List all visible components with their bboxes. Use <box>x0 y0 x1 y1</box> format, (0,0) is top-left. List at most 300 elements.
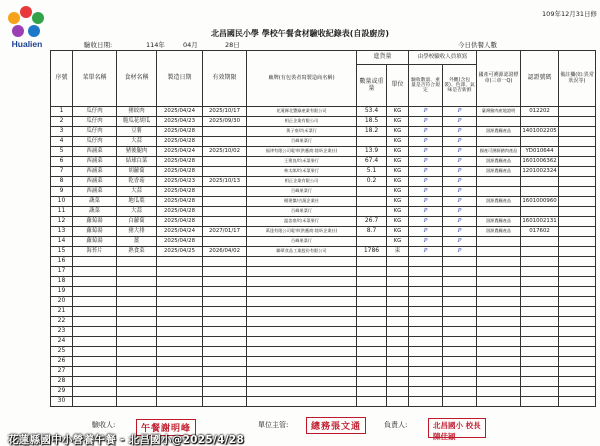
cell-cert <box>477 237 521 247</box>
cell-mfg: 2025/04/24 <box>157 227 203 237</box>
cell-no: 20 <box>51 297 73 307</box>
cell-empty <box>357 387 387 397</box>
cell-empty <box>357 377 387 387</box>
cell-empty <box>443 297 477 307</box>
cell-empty <box>157 327 203 337</box>
cell-empty <box>117 267 157 277</box>
cell-empty <box>387 297 409 307</box>
cell-dish: 西滷菜 <box>73 157 117 167</box>
cell-empty <box>157 267 203 277</box>
cell-empty <box>521 377 559 387</box>
col-ingredient: 食材名稱 <box>117 51 157 107</box>
cell-note <box>559 157 596 167</box>
cell-empty <box>157 397 203 407</box>
cell-empty <box>247 307 357 317</box>
cell-empty <box>157 257 203 267</box>
cell-no: 17 <box>51 267 73 277</box>
cell-empty <box>387 337 409 347</box>
cell-dish: 西滷菜 <box>73 187 117 197</box>
cell-empty <box>247 297 357 307</box>
cell-c2: P <box>443 147 477 157</box>
cell-qty: 53.4 <box>357 107 387 117</box>
cell-empty <box>477 277 521 287</box>
cell-c2: P <box>443 207 477 217</box>
cell-no: 3 <box>51 127 73 137</box>
table-row <box>51 117 596 127</box>
cell-ing: 結球白菜 <box>117 157 157 167</box>
cell-empty <box>387 367 409 377</box>
cell-empty <box>409 317 443 327</box>
cell-empty <box>521 397 559 407</box>
cell-cert: 洄源農糧產品 <box>477 157 521 167</box>
cell-note <box>559 127 596 137</box>
cell-empty <box>117 397 157 407</box>
cell-cert-no <box>521 187 559 197</box>
cell-empty <box>409 377 443 387</box>
cell-note <box>559 237 596 247</box>
cell-unit: KG <box>387 227 409 237</box>
cell-cert <box>477 247 521 257</box>
cell-empty <box>357 317 387 327</box>
cell-empty <box>203 397 247 407</box>
table-row-empty <box>51 267 596 277</box>
cell-empty <box>117 387 157 397</box>
cell-empty <box>477 307 521 317</box>
cell-dish: 瓜仔肉 <box>73 107 117 117</box>
cell-empty <box>521 297 559 307</box>
cell-mfg: 2025/04/28 <box>157 187 203 197</box>
cell-qty: 8.7 <box>357 227 387 237</box>
cell-no: 21 <box>51 307 73 317</box>
cell-empty <box>203 297 247 307</box>
hualien-logo-icon <box>4 4 48 44</box>
table-row-empty <box>51 257 596 267</box>
cell-empty <box>357 277 387 287</box>
cell-unit: 束 <box>387 247 409 257</box>
cell-dish: 海苔片 <box>73 247 117 257</box>
cell-exp <box>203 217 247 227</box>
cell-c1: P <box>409 167 443 177</box>
cell-empty <box>203 337 247 347</box>
cell-empty <box>559 297 596 307</box>
col-seq: 序號 <box>51 51 73 107</box>
table-row <box>51 147 596 157</box>
cell-note <box>559 137 596 147</box>
cell-empty <box>203 357 247 367</box>
cell-exp <box>203 237 247 247</box>
cell-mfg: 2025/04/28 <box>157 157 203 167</box>
cell-empty <box>477 267 521 277</box>
cell-empty <box>203 257 247 267</box>
cell-qty <box>357 207 387 217</box>
table-row <box>51 157 596 167</box>
cell-empty <box>443 267 477 277</box>
cell-empty <box>117 287 157 297</box>
cell-empty <box>247 277 357 287</box>
cell-unit: KG <box>387 217 409 227</box>
table-row-empty <box>51 387 596 397</box>
cell-empty <box>559 287 596 297</box>
cell-no: 7 <box>51 167 73 177</box>
cell-empty <box>357 297 387 307</box>
cell-c1: P <box>409 247 443 257</box>
cell-empty <box>387 307 409 317</box>
cell-empty <box>73 277 117 287</box>
cell-empty <box>357 397 387 407</box>
cell-empty <box>117 377 157 387</box>
cell-empty <box>117 357 157 367</box>
cell-empty <box>521 267 559 277</box>
table-row <box>51 207 596 217</box>
cell-ing: 乾香菇 <box>117 177 157 187</box>
cell-unit: KG <box>387 137 409 147</box>
cell-empty <box>443 307 477 317</box>
cell-no: 9 <box>51 187 73 197</box>
cell-empty <box>73 367 117 377</box>
cell-empty <box>477 327 521 337</box>
col-school-group: 由學校驗收人員填寫 <box>409 51 477 65</box>
cell-no: 6 <box>51 157 73 167</box>
cell-cert: 洄源農糧產品 <box>477 197 521 207</box>
cell-vendor: 百峰果菜行 <box>247 237 357 247</box>
cell-no: 25 <box>51 347 73 357</box>
cell-exp <box>203 187 247 197</box>
cell-empty <box>157 367 203 377</box>
cell-empty <box>443 317 477 327</box>
col-cert: 國產可溯源認證標章(三章一Q) <box>477 51 521 107</box>
cell-empty <box>117 317 157 327</box>
table-row <box>51 197 596 207</box>
person-in-charge-label: 負責人: <box>384 421 408 429</box>
cell-empty <box>117 327 157 337</box>
cell-qty: 1786 <box>357 247 387 257</box>
cell-empty <box>203 317 247 327</box>
cell-empty <box>157 317 203 327</box>
cell-note <box>559 217 596 227</box>
cell-exp <box>203 207 247 217</box>
cell-cert-no: 1601002131 <box>521 217 559 227</box>
cell-cert <box>477 187 521 197</box>
cell-empty <box>157 387 203 397</box>
table-row <box>51 177 596 187</box>
cell-empty <box>73 257 117 267</box>
cell-no: 24 <box>51 337 73 347</box>
cell-vendor: 林太郎/均禾菜果行 <box>247 167 357 177</box>
cell-qty: 13.9 <box>357 147 387 157</box>
cell-empty <box>203 387 247 397</box>
inspection-table <box>50 50 596 407</box>
cell-ing: 大蒜 <box>117 207 157 217</box>
cell-c1: P <box>409 237 443 247</box>
inspector-label: 驗收人: <box>92 421 116 429</box>
cell-empty <box>73 327 117 337</box>
cell-ing: 脆瓜花胡瓜 <box>117 117 157 127</box>
cell-ing: 豬絞肉 <box>117 107 157 117</box>
cell-empty <box>73 337 117 347</box>
cell-no: 15 <box>51 247 73 257</box>
cell-no: 27 <box>51 367 73 377</box>
cell-vendor: 楊建傑/吉蔬企業社 <box>247 197 357 207</box>
cell-c2: P <box>443 227 477 237</box>
cell-empty <box>443 327 477 337</box>
cell-c1: P <box>409 107 443 117</box>
cell-empty <box>559 337 596 347</box>
col-unit: 單位 <box>387 65 409 107</box>
cell-empty <box>521 337 559 347</box>
cell-cert-no: 1201002324 <box>521 167 559 177</box>
cell-empty <box>409 277 443 287</box>
cell-cert <box>477 207 521 217</box>
inspection-date-label: 驗收日期: <box>84 41 113 49</box>
table-row-empty <box>51 277 596 287</box>
logo-text: Hualien <box>11 39 43 49</box>
cell-empty <box>443 337 477 347</box>
cell-exp: 2025/10/02 <box>203 147 247 157</box>
cell-c2: P <box>443 197 477 207</box>
cell-dish: 西滷菜 <box>73 177 117 187</box>
cell-dish: 蘿蔔湯 <box>73 237 117 247</box>
cell-qty: 18.5 <box>357 117 387 127</box>
cell-ing: 胡蘿蔔 <box>117 167 157 177</box>
cell-empty <box>117 257 157 267</box>
cell-c1: P <box>409 157 443 167</box>
cell-empty <box>443 357 477 367</box>
cell-vendor: 百峰果菜行 <box>247 137 357 147</box>
table-row-empty <box>51 317 596 327</box>
cell-empty <box>387 317 409 327</box>
cell-c1: P <box>409 187 443 197</box>
cell-empty <box>559 397 596 407</box>
cell-no: 16 <box>51 257 73 267</box>
cell-c1: P <box>409 137 443 147</box>
cell-empty <box>357 347 387 357</box>
cell-empty <box>357 327 387 337</box>
col-inspect-qty: 驗收數量、重量是否符合規定 <box>409 65 443 107</box>
cell-mfg: 2025/04/25 <box>157 247 203 257</box>
cell-empty <box>247 387 357 397</box>
col-note: 備註欄(如:異常狀況等) <box>559 51 596 107</box>
cell-empty <box>203 347 247 357</box>
cell-empty <box>559 277 596 287</box>
cell-empty <box>387 357 409 367</box>
cell-empty <box>117 297 157 307</box>
cell-mfg: 2025/04/28 <box>157 217 203 227</box>
cell-empty <box>559 327 596 337</box>
cell-qty: 26.7 <box>357 217 387 227</box>
cell-c2: P <box>443 237 477 247</box>
cell-no: 11 <box>51 207 73 217</box>
cell-dish: 瓜仔肉 <box>73 137 117 147</box>
cell-empty <box>73 347 117 357</box>
col-dish: 菜單名稱 <box>73 51 117 107</box>
cell-vendor: 聯華食品工業股份有限公司 <box>247 247 357 257</box>
cell-mfg: 2025/04/28 <box>157 127 203 137</box>
cell-no: 23 <box>51 327 73 337</box>
cell-c2: P <box>443 167 477 177</box>
cell-empty <box>387 387 409 397</box>
cell-no: 19 <box>51 287 73 297</box>
inspection-day: 28日 <box>225 41 240 49</box>
cell-unit: KG <box>387 107 409 117</box>
cell-no: 13 <box>51 227 73 237</box>
cell-note <box>559 207 596 217</box>
table-row-empty <box>51 287 596 297</box>
cell-empty <box>409 387 443 397</box>
cell-empty <box>409 297 443 307</box>
cell-cert: 洄源農糧產品 <box>477 167 521 177</box>
cell-note <box>559 117 596 127</box>
col-cert-no: 認證號碼 <box>521 51 559 107</box>
cell-note <box>559 187 596 197</box>
cell-empty <box>443 397 477 407</box>
cell-empty <box>443 257 477 267</box>
cell-cert: 國產可溯源豬肉產品 <box>477 147 521 157</box>
cell-unit: KG <box>387 207 409 217</box>
cell-empty <box>203 327 247 337</box>
cell-unit: KG <box>387 157 409 167</box>
cell-empty <box>387 267 409 277</box>
cell-empty <box>203 367 247 377</box>
cell-empty <box>73 287 117 297</box>
cell-cert <box>477 137 521 147</box>
cell-exp <box>203 137 247 147</box>
cell-empty <box>247 357 357 367</box>
cell-empty <box>157 297 203 307</box>
cell-unit: KG <box>387 177 409 187</box>
cell-empty <box>157 337 203 347</box>
cell-c1: P <box>409 177 443 187</box>
table-row <box>51 107 596 117</box>
cell-empty <box>477 257 521 267</box>
cell-unit: KG <box>387 237 409 247</box>
cell-empty <box>409 337 443 347</box>
cell-note <box>559 197 596 207</box>
cell-c1: P <box>409 197 443 207</box>
cell-exp: 2025/10/17 <box>203 107 247 117</box>
col-qty: 數量或重量 <box>357 65 387 107</box>
cell-exp: 2027/01/17 <box>203 227 247 237</box>
table-row-empty <box>51 397 596 407</box>
cell-empty <box>157 377 203 387</box>
cell-ing: 薑 <box>117 237 157 247</box>
cell-dish: 蔬菜 <box>73 197 117 207</box>
photo-watermark: 花蓮縣國中小營養午餐 - 北昌國小@2025/4/28 <box>8 434 245 446</box>
cell-empty <box>117 337 157 347</box>
cell-ing: 大蒜 <box>117 137 157 147</box>
cell-empty <box>477 317 521 327</box>
supervisor-stamp: 總務張文通 <box>306 417 366 434</box>
col-mfg-date: 製造日期 <box>157 51 203 107</box>
cell-empty <box>477 337 521 347</box>
cell-empty <box>521 257 559 267</box>
cell-empty <box>357 267 387 277</box>
cell-cert <box>477 177 521 187</box>
cell-empty <box>559 347 596 357</box>
today-meal-count-label: 今日供餐人數 <box>458 41 497 49</box>
cell-cert-no: 1401002205 <box>521 127 559 137</box>
cell-empty <box>117 307 157 317</box>
cell-empty <box>117 277 157 287</box>
cell-dish: 西滷菜 <box>73 167 117 177</box>
cell-empty <box>477 397 521 407</box>
cell-mfg: 2025/04/28 <box>157 237 203 247</box>
cell-vendor: 花蓮縣北豐綠產業有限公司 <box>247 107 357 117</box>
cell-c1: P <box>409 147 443 157</box>
cell-no: 26 <box>51 357 73 367</box>
cell-unit: KG <box>387 127 409 137</box>
cell-empty <box>521 277 559 287</box>
cell-cert-no: YD010644 <box>521 147 559 157</box>
cell-cert: 洄源農糧產品 <box>477 127 521 137</box>
cell-no: 8 <box>51 177 73 187</box>
inspection-year: 114年 <box>146 41 165 49</box>
cell-no: 28 <box>51 377 73 387</box>
cell-unit: KG <box>387 167 409 177</box>
cell-empty <box>247 267 357 277</box>
cell-empty <box>443 387 477 397</box>
cell-empty <box>477 357 521 367</box>
cell-empty <box>443 287 477 297</box>
cell-empty <box>157 277 203 287</box>
table-row-empty <box>51 357 596 367</box>
col-inspect-appearance: 外觀(含包裝)、色澤、氣味是否新鮮 <box>443 65 477 107</box>
cell-note <box>559 227 596 237</box>
cell-cert-no <box>521 117 559 127</box>
cell-mfg: 2025/04/24 <box>157 147 203 157</box>
cell-cert: 洄源農糧產品 <box>477 227 521 237</box>
cell-ing: 地瓜葉 <box>117 197 157 207</box>
cell-no: 29 <box>51 387 73 397</box>
cell-empty <box>73 297 117 307</box>
cell-empty <box>247 287 357 297</box>
cell-no: 14 <box>51 237 73 247</box>
cell-note <box>559 177 596 187</box>
cell-mfg: 2025/04/28 <box>157 197 203 207</box>
table-row-empty <box>51 327 596 337</box>
cell-empty <box>559 387 596 397</box>
cell-mfg: 2025/04/28 <box>157 207 203 217</box>
cell-c1: P <box>409 207 443 217</box>
cell-empty <box>521 357 559 367</box>
cell-empty <box>409 287 443 297</box>
cell-c2: P <box>443 117 477 127</box>
cell-cert-no: 1601006362 <box>521 157 559 167</box>
cell-empty <box>443 377 477 387</box>
cell-empty <box>387 257 409 267</box>
cell-empty <box>357 257 387 267</box>
table-row-empty <box>51 297 596 307</box>
cell-c2: P <box>443 137 477 147</box>
cell-c2: P <box>443 217 477 227</box>
cell-c2: P <box>443 177 477 187</box>
table-row <box>51 187 596 197</box>
cell-empty <box>157 287 203 297</box>
cell-empty <box>409 397 443 407</box>
cell-empty <box>559 307 596 317</box>
table-row <box>51 247 596 257</box>
cell-dish: 蘿蔔湯 <box>73 227 117 237</box>
cell-empty <box>477 347 521 357</box>
cell-dish: 瓜仔肉 <box>73 117 117 127</box>
cell-empty <box>73 267 117 277</box>
col-delivery-group: 進貨量 <box>357 51 409 65</box>
cell-no: 1 <box>51 107 73 117</box>
cell-empty <box>357 287 387 297</box>
cell-vendor: 黃子豪/均禾菜行 <box>247 127 357 137</box>
cell-empty <box>409 367 443 377</box>
cell-empty <box>477 367 521 377</box>
unit-supervisor-label: 單位主管: <box>258 421 289 429</box>
